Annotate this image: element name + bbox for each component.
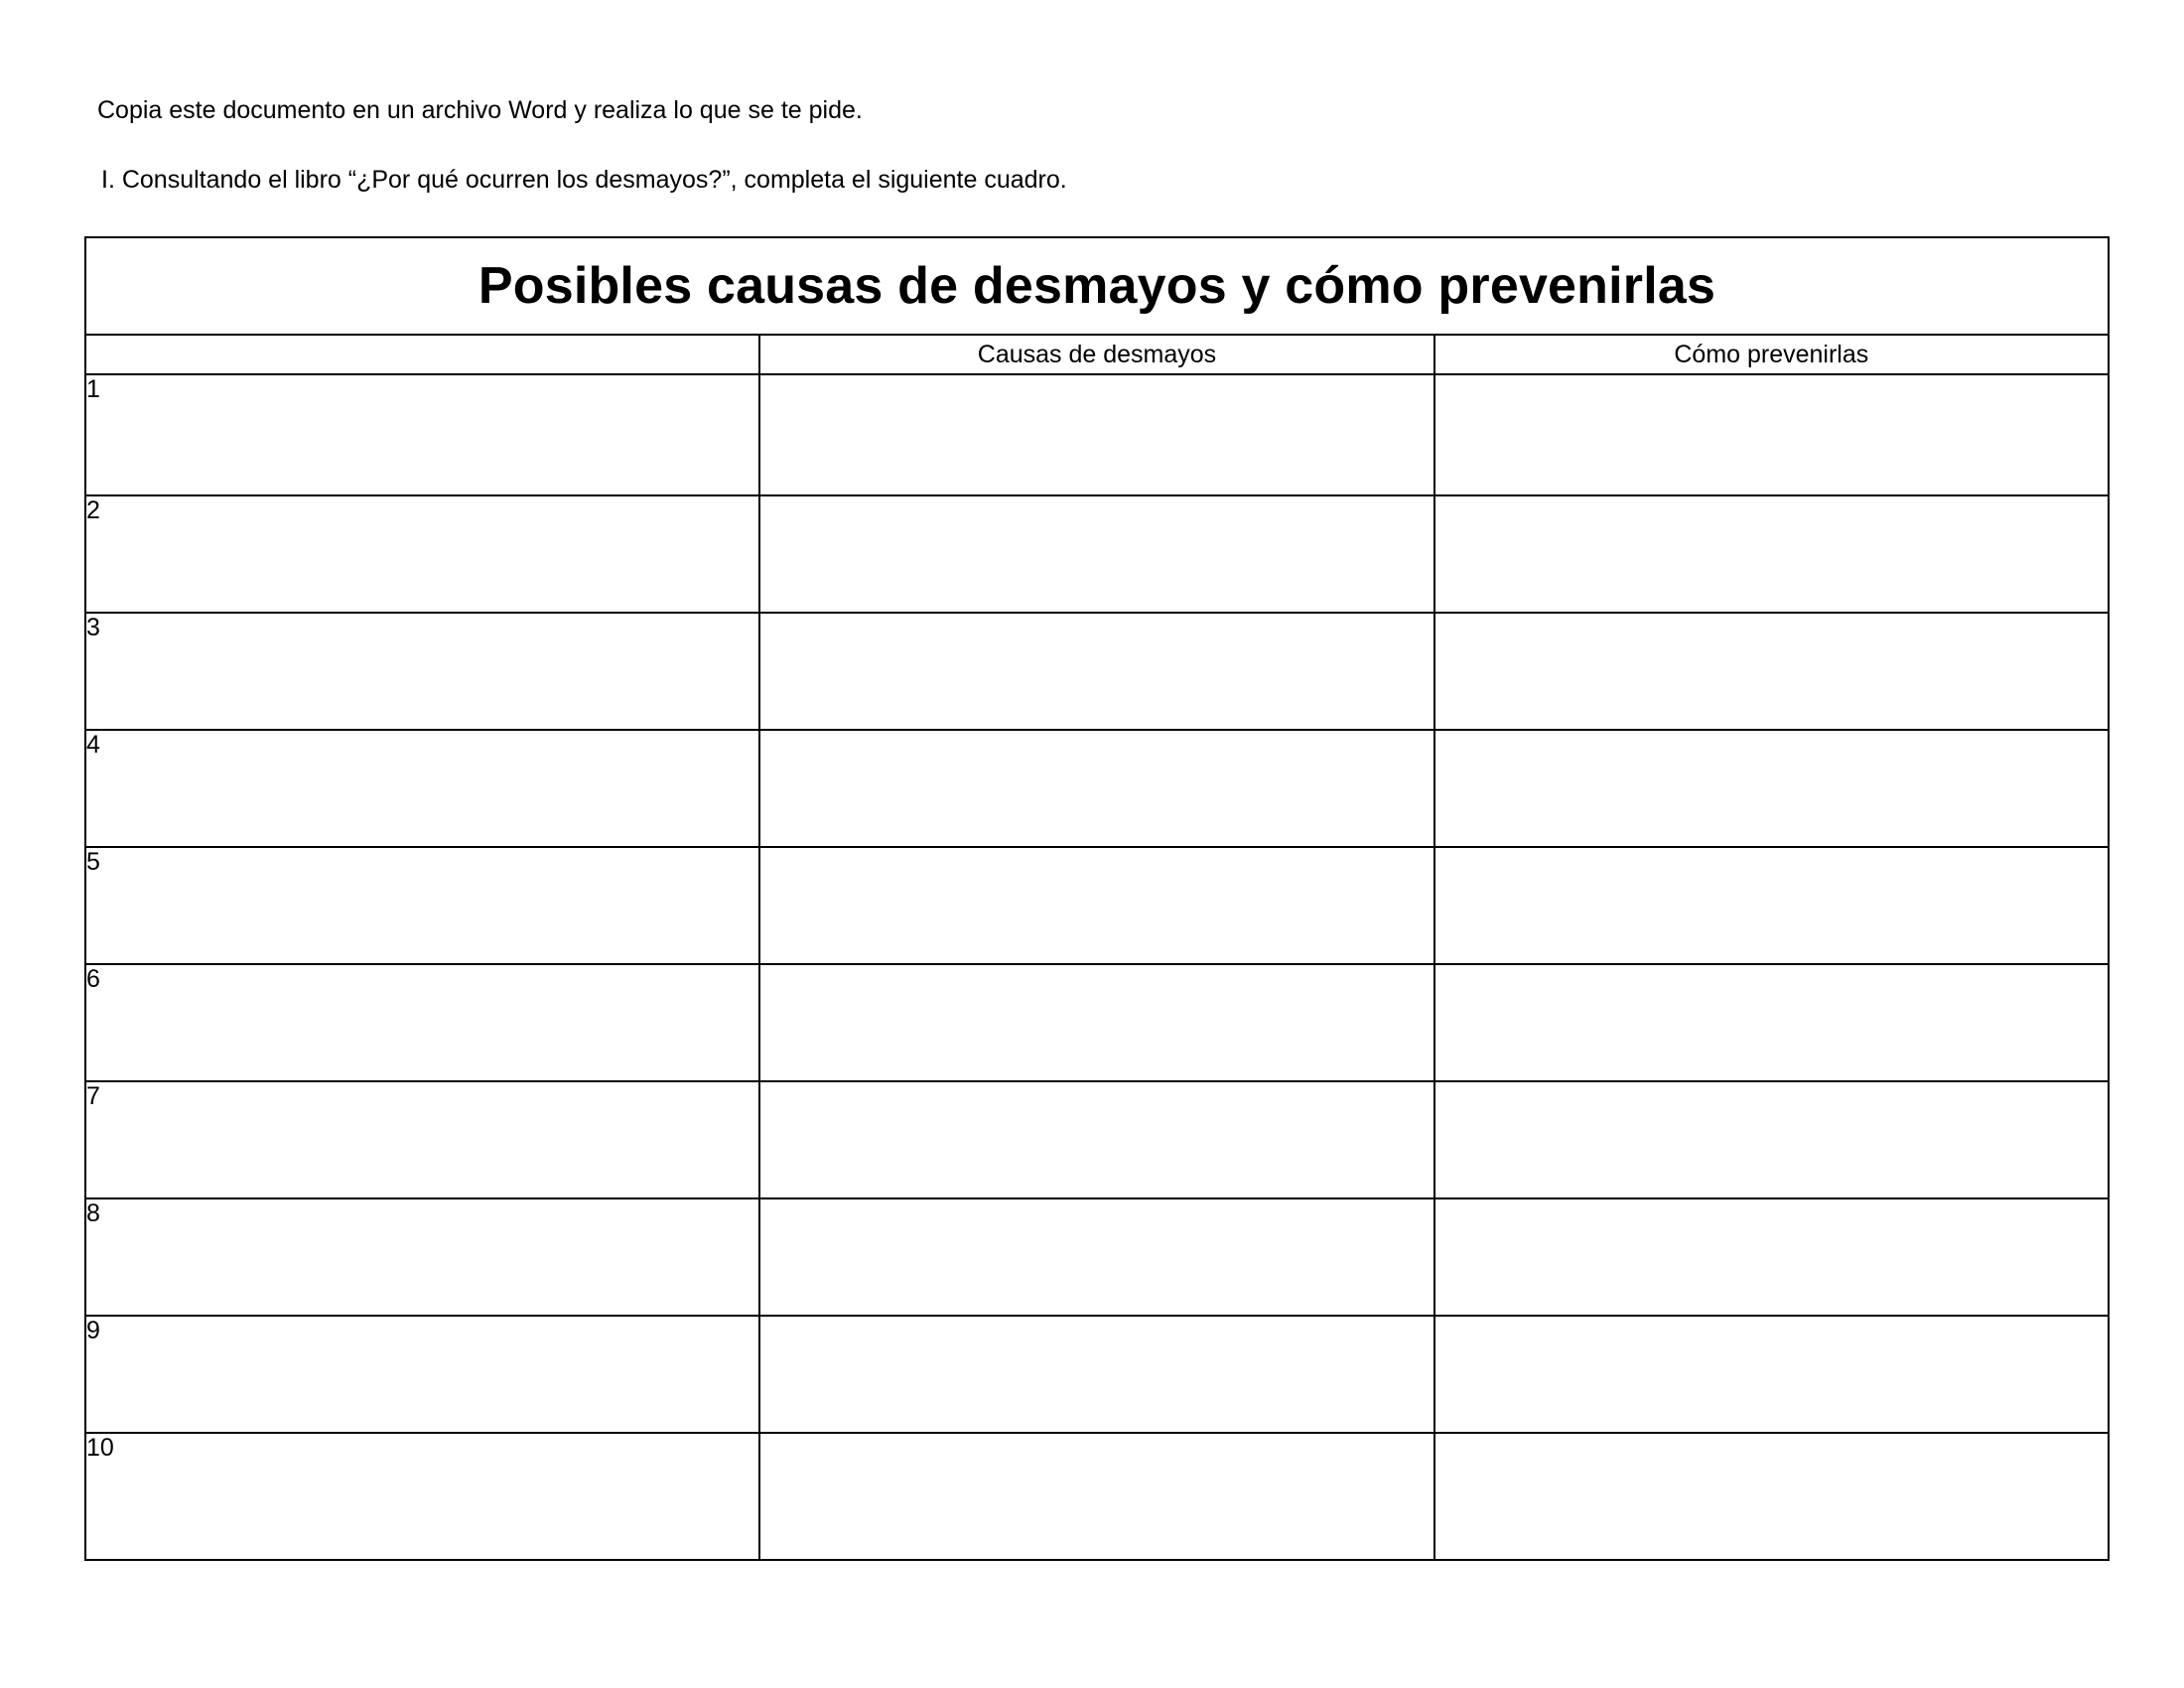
table-row xyxy=(85,1198,2109,1316)
table-title: Posibles causas de desmayos y cómo prevenirlas xyxy=(85,237,2109,335)
row-number: 9 xyxy=(85,1316,759,1433)
row-prevention-field[interactable] xyxy=(1434,964,2109,1081)
column-header-number xyxy=(85,335,759,374)
row-number: 6 xyxy=(85,964,759,1081)
instruction-line-2: I. Consultando el libro “¿Por qué ocurren los desmayos?”, completa el siguiente cuadro. xyxy=(101,166,1067,194)
table-title-row xyxy=(85,237,2109,335)
row-number: 10 xyxy=(85,1433,759,1560)
row-cause-field[interactable] xyxy=(759,1198,1433,1316)
worksheet-table-container xyxy=(84,236,2110,1561)
table-row xyxy=(85,1433,2109,1560)
row-cause-field[interactable] xyxy=(759,847,1433,964)
row-cause-field[interactable] xyxy=(759,1081,1433,1198)
table-row xyxy=(85,374,2109,495)
row-number: 1 xyxy=(85,374,759,495)
table-row xyxy=(85,964,2109,1081)
row-cause-field[interactable] xyxy=(759,1316,1433,1433)
row-prevention-field[interactable] xyxy=(1434,1316,2109,1433)
row-prevention-field[interactable] xyxy=(1434,1433,2109,1560)
row-prevention-field[interactable] xyxy=(1434,1081,2109,1198)
row-number: 8 xyxy=(85,1198,759,1316)
table-header-row xyxy=(85,335,2109,374)
row-prevention-field[interactable] xyxy=(1434,374,2109,495)
instruction-line-1: Copia este documento en un archivo Word y realiza lo que se te pide. xyxy=(97,96,863,124)
row-prevention-field[interactable] xyxy=(1434,613,2109,730)
column-header-prevention: Cómo prevenirlas xyxy=(1434,335,2109,374)
table-row xyxy=(85,495,2109,613)
row-number: 2 xyxy=(85,495,759,613)
row-prevention-field[interactable] xyxy=(1434,1198,2109,1316)
table-row xyxy=(85,613,2109,730)
row-number: 4 xyxy=(85,730,759,847)
table-row xyxy=(85,1316,2109,1433)
row-number: 3 xyxy=(85,613,759,730)
row-prevention-field[interactable] xyxy=(1434,730,2109,847)
row-prevention-field[interactable] xyxy=(1434,495,2109,613)
row-cause-field[interactable] xyxy=(759,964,1433,1081)
column-header-causes: Causas de desmayos xyxy=(759,335,1433,374)
table-row xyxy=(85,847,2109,964)
row-number: 5 xyxy=(85,847,759,964)
row-prevention-field[interactable] xyxy=(1434,847,2109,964)
instructions-block xyxy=(97,94,2083,233)
row-cause-field[interactable] xyxy=(759,374,1433,495)
row-cause-field[interactable] xyxy=(759,613,1433,730)
table-row xyxy=(85,1081,2109,1198)
row-cause-field[interactable] xyxy=(759,495,1433,613)
table-row xyxy=(85,730,2109,847)
row-cause-field[interactable] xyxy=(759,730,1433,847)
row-number: 7 xyxy=(85,1081,759,1198)
row-cause-field[interactable] xyxy=(759,1433,1433,1560)
worksheet-table xyxy=(84,236,2110,1561)
